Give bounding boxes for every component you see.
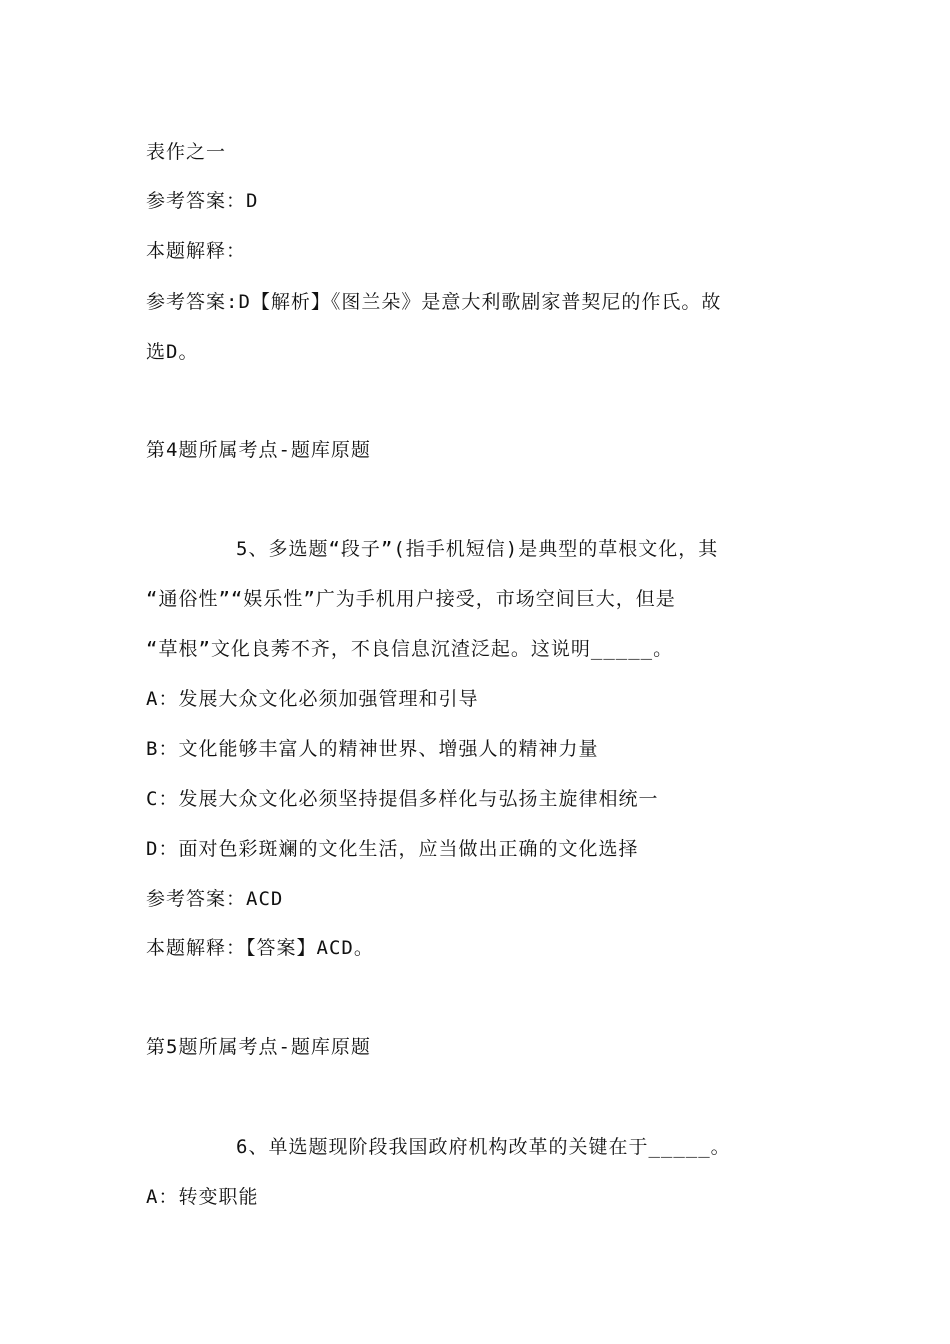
q6-option-a: A：转变职能 bbox=[146, 1186, 259, 1208]
q3-stem-tail: 表作之一 bbox=[146, 141, 227, 163]
q5-stem-line3: “草根”文化良莠不齐，不良信息沉渣泛起。这说明_____。 bbox=[146, 638, 674, 660]
q3-answer: 参考答案：D bbox=[146, 190, 259, 212]
q5-stem-line2: “通俗性”“娱乐性”广为手机用户接受，市场空间巨大，但是 bbox=[146, 588, 676, 610]
q5-answer: 参考答案：ACD bbox=[146, 888, 284, 910]
q5-option-c: C：发展大众文化必须坚持提倡多样化与弘扬主旋律相统一 bbox=[146, 788, 659, 810]
q3-explain-line1: 参考答案:D【解析】《图兰朵》是意大利歌剧家普契尼的作氏。故 bbox=[146, 291, 722, 313]
q3-explain-label: 本题解释： bbox=[146, 240, 247, 262]
q5-explain: 本题解释：【答案】ACD。 bbox=[146, 937, 374, 959]
q5-topic: 第5题所属考点-题库原题 bbox=[146, 1036, 371, 1058]
q3-explain-line2: 选D。 bbox=[146, 341, 199, 363]
q5-stem-line1: 5、多选题“段子”(指手机短信)是典型的草根文化，其 bbox=[236, 538, 719, 560]
q5-option-d: D：面对色彩斑斓的文化生活，应当做出正确的文化选择 bbox=[146, 838, 639, 860]
q3-topic: 第4题所属考点-题库原题 bbox=[146, 439, 371, 461]
q5-option-b: B：文化能够丰富人的精神世界、增强人的精神力量 bbox=[146, 738, 599, 760]
q6-stem: 6、单选题现阶段我国政府机构改革的关键在于_____。 bbox=[236, 1136, 731, 1158]
q5-option-a: A：发展大众文化必须加强管理和引导 bbox=[146, 688, 479, 710]
